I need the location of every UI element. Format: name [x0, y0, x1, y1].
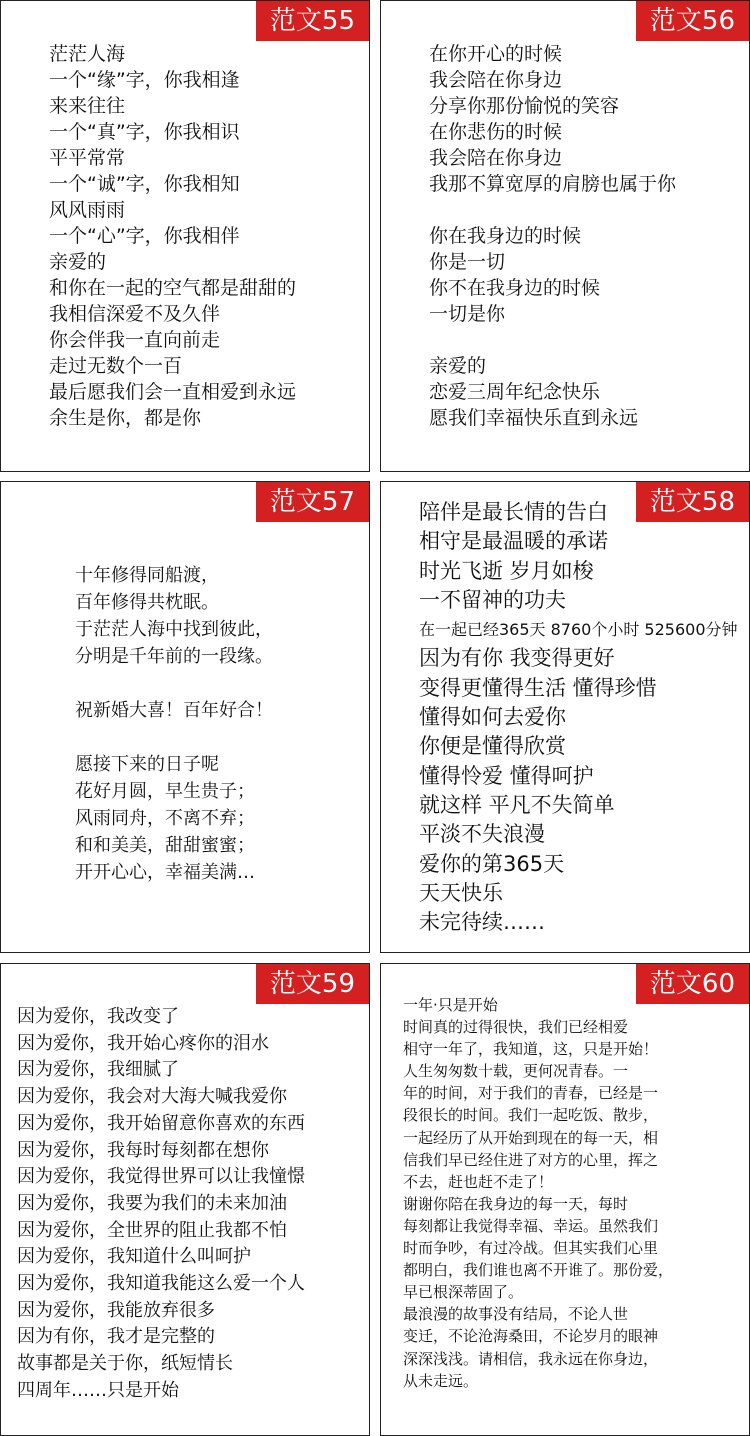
sample-card-57	[0, 481, 370, 953]
text-line: 从未走远。	[403, 1371, 479, 1390]
blank-line	[75, 724, 273, 751]
sample-card-60	[380, 963, 750, 1436]
text-line: 一切是你	[429, 303, 506, 325]
sample-text	[403, 994, 673, 1392]
text-line: 天天快乐	[419, 880, 503, 905]
text-line: 百年修得共枕眠。	[75, 592, 219, 613]
text-line: 因为爱你，我每时每刻都在想你	[17, 1139, 269, 1161]
text-line: 我相信深爱不及久伴	[49, 303, 221, 325]
text-line: 因为爱你，我能放弃很多	[17, 1299, 215, 1321]
text-line: 一个“心”字，你我相伴	[49, 225, 240, 247]
text-line: 相守是最温暖的承诺	[419, 529, 608, 554]
text-line: 爱你的第365天	[419, 851, 565, 876]
text-line: 因为爱你，我开始留意你喜欢的东西	[17, 1112, 305, 1134]
text-line: 一起经历了从开始到现在的每一天，相	[403, 1128, 659, 1147]
text-line: 我会陪在你身边	[429, 69, 563, 91]
text-line: 变迁，不论沧海桑田，不论岁月的眼神	[403, 1327, 659, 1346]
text-line: 于茫茫人海中找到彼此，	[75, 619, 273, 640]
text-line: 因为爱你，我开始心疼你的泪水	[17, 1032, 269, 1054]
text-line: 四周年……只是开始	[17, 1379, 179, 1401]
text-line: 因为爱你，我知道我能这么爱一个人	[17, 1273, 305, 1295]
text-line: 平平常常	[49, 147, 126, 169]
text-line: 就这样 平凡不失简单	[419, 792, 615, 817]
blank-line	[429, 327, 676, 353]
sample-text	[49, 41, 296, 431]
text-line: 亲爱的	[49, 251, 107, 273]
text-line: 时而争吵，有过冷战。但其实我们心里	[403, 1239, 659, 1258]
blank-line	[75, 670, 273, 697]
text-line: 走过无数个一百	[49, 355, 183, 377]
text-line: 来来往往	[49, 95, 126, 117]
sample-number-badge: 范文57	[256, 482, 369, 522]
text-line: 祝新婚大喜！百年好合！	[75, 700, 273, 721]
sample-card-55	[0, 0, 370, 472]
text-line: 分享你那份愉悦的笑容	[429, 95, 620, 117]
text-line: 分明是千年前的一段缘。	[75, 646, 273, 667]
text-line: 都明白，我们谁也离不开谁了。那份爱，	[403, 1261, 674, 1280]
text-line: 不去，赶也赶不走了！	[403, 1172, 554, 1191]
text-line: 人生匆匆数十载，更何况青春。一	[403, 1062, 629, 1081]
text-line: 未完待续……	[419, 910, 545, 935]
text-line: 因为爱你，我会对大海大喊我爱你	[17, 1086, 287, 1108]
text-line: 在你悲伤的时候	[429, 121, 563, 143]
text-line: 你不在我身边的时候	[429, 277, 601, 299]
text-line: 茫茫人海	[49, 43, 126, 65]
text-line: 时光飞逝 岁月如梭	[419, 558, 594, 583]
text-line: 和和美美，甜甜蜜蜜；	[75, 835, 255, 856]
sample-card-59	[0, 963, 370, 1436]
sample-text	[429, 41, 676, 431]
text-line: 开开心心，幸福美满…	[75, 862, 255, 883]
text-line: 深深浅浅。请相信，我永远在你身边，	[403, 1349, 659, 1368]
text-line: 我会陪在你身边	[429, 147, 563, 169]
text-line: 一不留神的功夫	[419, 587, 566, 612]
text-line: 你在我身边的时候	[429, 225, 582, 247]
blank-line	[429, 197, 676, 223]
text-line: 相守一年了，我知道，这，只是开始！	[403, 1040, 659, 1059]
sample-number-badge: 范文58	[636, 482, 749, 522]
sample-text	[17, 1004, 305, 1405]
text-line: 懂得如何去爱你	[419, 705, 566, 730]
text-line: 因为有你，我才是完整的	[17, 1326, 215, 1348]
text-line: 余生是你，都是你	[49, 407, 202, 429]
text-line: 时间真的过得很快，我们已经相爱	[403, 1018, 629, 1037]
text-line: 最后愿我们会一直相爱到永远	[49, 381, 297, 403]
text-line: 谢谢你陪在我身边的每一天，每时	[403, 1194, 629, 1213]
text-line: 十年修得同船渡，	[75, 565, 219, 586]
text-line: 在一起已经365天 8760个小时 525600分钟	[419, 620, 738, 640]
text-line: 和你在一起的空气都是甜甜的	[49, 277, 297, 299]
text-line: 因为爱你，我要为我们的未来加油	[17, 1192, 287, 1214]
text-line: 一个“缘”字，你我相逢	[49, 69, 240, 91]
text-line: 变得更懂得生活 懂得珍惜	[419, 675, 657, 700]
text-line: 你是一切	[429, 251, 506, 273]
text-line: 懂得怜爱 懂得呵护	[419, 763, 594, 788]
text-line: 最浪漫的故事没有结局，不论人世	[403, 1305, 629, 1324]
text-line: 恋爱三周年纪念快乐	[429, 381, 601, 403]
sample-card-58	[380, 481, 750, 953]
text-line: 一个“真”字，你我相识	[49, 121, 240, 143]
text-line: 陪伴是最长情的告白	[419, 500, 608, 524]
text-line: 因为爱你，我细腻了	[17, 1059, 179, 1081]
text-line: 亲爱的	[429, 355, 487, 377]
text-line: 因为有你 我变得更好	[419, 646, 615, 671]
text-line: 信我们早已经住进了对方的心里，挥之	[403, 1150, 659, 1169]
text-line: 你便是懂得欣赏	[419, 734, 566, 759]
text-line: 因为爱你，我觉得世界可以让我憧憬	[17, 1166, 305, 1188]
text-line: 愿我们幸福快乐直到永远	[429, 407, 639, 429]
sample-text	[419, 498, 738, 937]
text-line: 一年·只是开始	[403, 996, 498, 1014]
text-line: 你会伴我一直向前走	[49, 329, 221, 351]
sample-number-badge: 范文60	[636, 964, 749, 1004]
sample-number-badge: 范文55	[256, 1, 369, 41]
sample-card-56	[380, 0, 750, 472]
text-line: 因为爱你，我改变了	[17, 1006, 179, 1027]
text-line: 平淡不失浪漫	[419, 822, 545, 847]
text-line: 愿接下来的日子呢	[75, 754, 219, 775]
text-line: 风风雨雨	[49, 199, 126, 221]
sample-number-badge: 范文59	[256, 964, 369, 1004]
text-line: 每刻都让我觉得幸福、幸运。虽然我们	[403, 1216, 659, 1235]
text-line: 因为爱你，我知道什么叫呵护	[17, 1246, 251, 1268]
text-line: 段很长的时间。我们一起吃饭、散步，	[403, 1106, 659, 1125]
text-line: 年的时间，对于我们的青春，已经是一	[403, 1084, 659, 1103]
sample-number-badge: 范文56	[636, 1, 749, 41]
text-line: 在你开心的时候	[429, 43, 563, 65]
text-line: 故事都是关于你，纸短情长	[17, 1353, 233, 1375]
text-line: 花好月圆，早生贵子；	[75, 781, 255, 802]
sample-text	[75, 562, 273, 886]
text-line: 我那不算宽厚的肩膀也属于你	[429, 173, 677, 195]
text-line: 风雨同舟，不离不弃；	[75, 808, 255, 829]
text-line: 一个“诚”字，你我相知	[49, 173, 240, 195]
text-line: 因为爱你，全世界的阻止我都不怕	[17, 1219, 287, 1241]
text-line: 早已根深蒂固了。	[403, 1283, 524, 1302]
